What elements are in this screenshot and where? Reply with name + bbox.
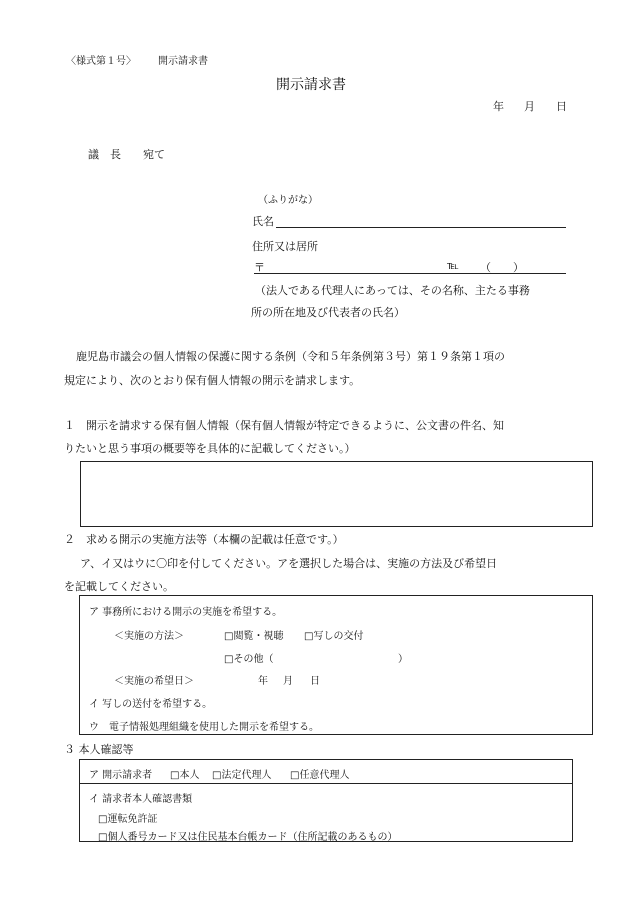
intro-line1: 鹿児島市議会の個人情報の保護に関する条例（令和５年条例第３号）第１９条第１項の [76,350,505,363]
section2-instruction-line1: ア、イ又はウに〇印を付してください。アを選択した場合は、実施の方法及び希望日 [80,557,498,570]
method-other-close: ） [398,654,408,665]
desired-date-month: 月 [283,676,293,687]
method-view-checkbox[interactable]: □閲覧・視聴 [224,631,284,642]
requester-self-checkbox[interactable]: □本人 [170,770,200,781]
requester-legal-agent-checkbox[interactable]: □法定代理人 [212,770,272,781]
method-copy-checkbox[interactable]: □写しの交付 [304,631,364,642]
requester-type-label: ア 開示請求者 [89,770,153,781]
desired-date-day: 日 [310,676,320,687]
address-underline[interactable] [254,273,566,274]
agent-note-line2: 所の所在地及び代表者の氏名） [251,306,405,319]
section2-heading: ２ 求める開示の実施方法等（本欄の記載は任意です。） [64,533,344,546]
desired-date-label: ＜実施の希望日＞ [114,676,194,687]
form-number: 〈様式第１号〉 [66,56,136,67]
date-day-label: 日 [556,100,567,113]
intro-line2: 規定により、次のとおり保有個人情報の開示を請求します。 [64,374,361,387]
id-documents-label: イ 請求者本人確認書類 [89,794,193,805]
address-label: 住所又は居所 [252,240,318,253]
requested-info-box[interactable] [80,461,593,527]
section2-instruction-line2: を記載してください。 [64,580,174,593]
section3-heading: ３ 本人確認等 [64,743,134,756]
furigana-label: （ふりがな） [258,195,318,206]
date-month-label: 月 [524,100,535,113]
date-year-label: 年 [493,100,504,113]
tel-parens: （ ） [480,261,524,274]
section1-heading-line2: りたいと思う事項の概要等を具体的に記載してください。） [64,442,356,455]
option-u[interactable]: ウ 電子情報処理組織を使用した開示を希望する。 [89,722,319,733]
form-label: 開示請求書 [158,56,208,67]
agent-note-line1: （法人である代理人にあっては、その名称、主たる事務 [255,284,530,297]
name-label: 氏名 [252,215,274,228]
requester-voluntary-agent-checkbox[interactable]: □任意代理人 [290,770,350,781]
method-other-checkbox[interactable]: □その他（ [224,654,274,665]
id-card-checkbox[interactable]: □個人番号カード又は住民基本台帳カード（住所記載のあるもの） [98,832,398,843]
postal-mark: 〒 [254,261,265,274]
tel-label: ℡ [447,259,459,272]
drivers-license-checkbox[interactable]: □運転免許証 [98,814,158,825]
page-title: 開示請求書 [276,77,346,93]
addressee: 議 長 宛て [88,148,165,161]
option-a[interactable]: ア 事務所における開示の実施を希望する。 [89,607,283,618]
desired-date-year: 年 [258,676,268,687]
method-label: ＜実施の方法＞ [114,631,184,642]
section1-heading-line1: １ 開示を請求する保有個人情報（保有個人情報が特定できるように、公文書の件名、知 [64,419,504,432]
name-underline[interactable] [276,227,566,228]
identity-divider [79,783,573,784]
option-i[interactable]: イ 写しの送付を希望する。 [89,699,213,710]
